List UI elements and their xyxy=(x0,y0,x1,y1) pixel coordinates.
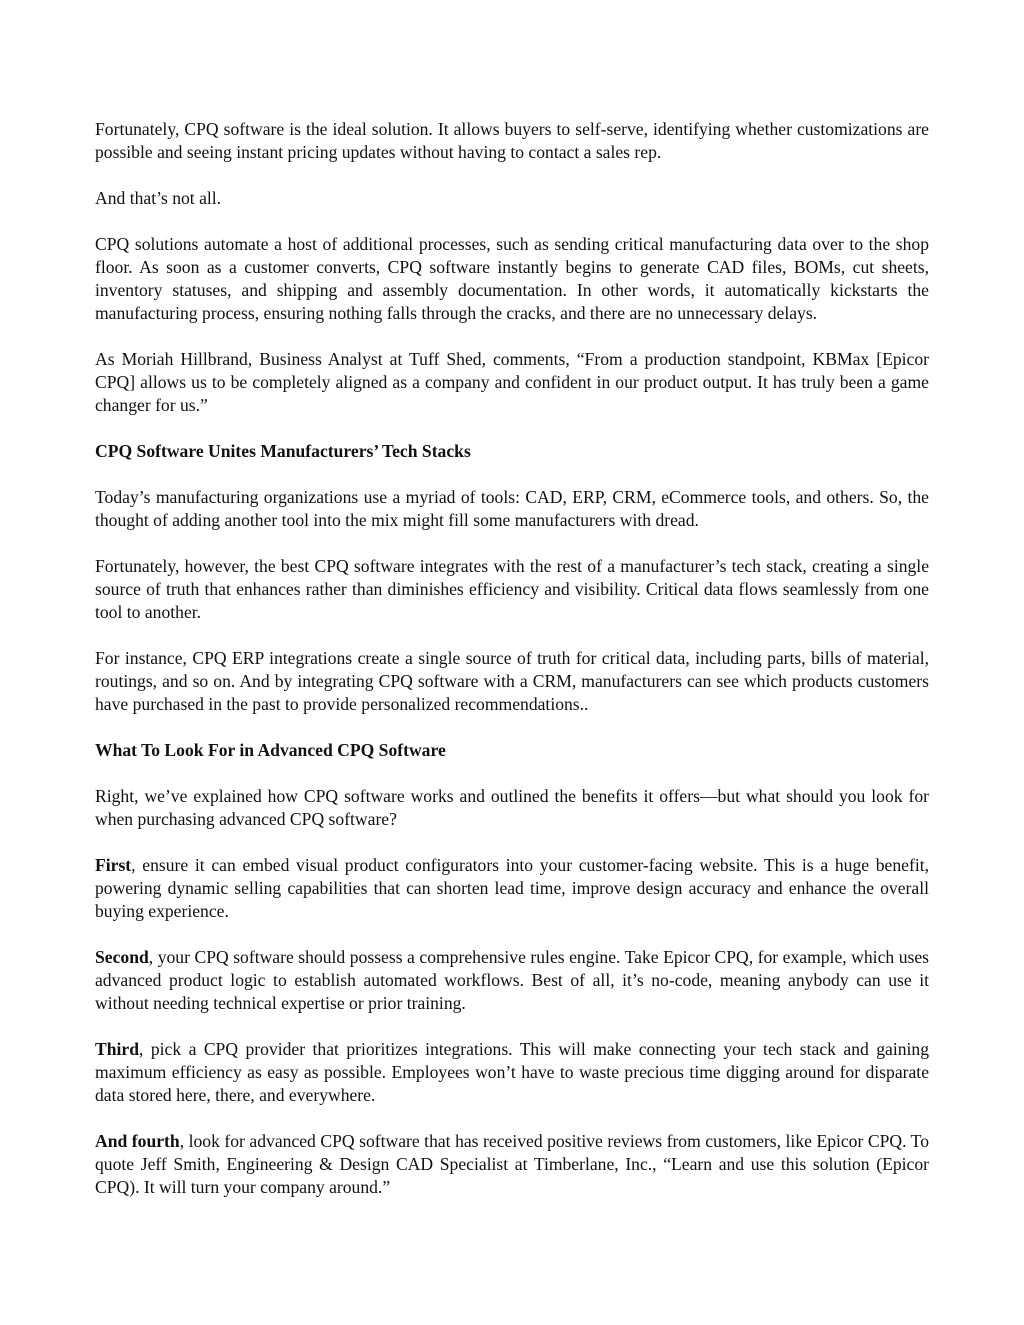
paragraph-automation: CPQ solutions automate a host of additional processes, such as sending critical manufacturing data over to the shop floor. As soon as a customer converts, CPQ software instantly begins to generate CAD files, BOMs, cut sheets, inventory statuses, and shipping and assembly documentation. In other words, it automatically kickstarts the manufacturing process, ensuring nothing falls through the cracks, and there are no unnecessary delays. xyxy=(95,234,929,323)
paragraph-not-all: And that’s not all. xyxy=(95,188,222,208)
document-page xyxy=(95,118,929,1222)
lead-second: Second xyxy=(95,947,149,967)
section-heading-tech-stacks: CPQ Software Unites Manufacturers’ Tech Stacks xyxy=(95,441,471,461)
paragraph-explained-benefits: Right, we’ve explained how CPQ software works and outlined the benefits it offers—but what should you look for when purchasing advanced CPQ software? xyxy=(95,786,929,829)
paragraph-tuff-shed-quote: As Moriah Hillbrand, Business Analyst at Tuff Shed, comments, “From a production standpoint, KBMax [Epicor CPQ] allows us to be completely aligned as a company and confident in our product output. It has truly been a game changer for us.” xyxy=(95,349,929,415)
lead-first: First xyxy=(95,855,132,875)
paragraph-myriad-tools: Today’s manufacturing organizations use a myriad of tools: CAD, ERP, CRM, eCommerce tools, and others. So, the thought of adding another tool into the mix might fill some manufacturers with dread. xyxy=(95,487,929,530)
lead-fourth: And fourth xyxy=(95,1131,180,1151)
paragraph-erp-crm-integrations: For instance, CPQ ERP integrations create a single source of truth for critical data, including parts, bills of material, routings, and so on. And by integrating CPQ software with a CRM, manufacturers can see which products customers have purchased in the past to provide personalized recommendations.. xyxy=(95,648,929,714)
paragraph-third-point xyxy=(95,1038,929,1107)
paragraph-single-source-of-truth: Fortunately, however, the best CPQ software integrates with the rest of a manufacturer’s tech stack, creating a single source of truth that enhances rather than diminishes efficiency and visibility. Critical data flows seamlessly from one tool to another. xyxy=(95,556,929,622)
text-second: , your CPQ software should possess a comprehensive rules engine. Take Epicor CPQ, for example, which uses advanced product logic to establish automated workflows. Best of all, it’s no-code, meaning anybody can use it without needing technical expertise or prior training. xyxy=(95,947,929,1013)
paragraph-cpq-ideal-solution: Fortunately, CPQ software is the ideal solution. It allows buyers to self-serve, identifying whether customizations are possible and seeing instant pricing updates without having to contact a sales rep. xyxy=(95,119,929,162)
section-heading-what-to-look-for: What To Look For in Advanced CPQ Software xyxy=(95,740,446,760)
lead-third: Third xyxy=(95,1039,140,1059)
text-fourth: , look for advanced CPQ software that has received positive reviews from customers, like Epicor CPQ. To quote Jeff Smith, Engineering & Design CAD Specialist at Timberlane, Inc., “Learn and use this solution (Epicor CPQ). It will turn your company around.” xyxy=(95,1131,929,1197)
paragraph-fourth-point xyxy=(95,1130,929,1199)
paragraph-second-point xyxy=(95,946,929,1015)
text-third: , pick a CPQ provider that prioritizes integrations. This will make connecting your tech stack and gaining maximum efficiency as easy as possible. Employees won’t have to waste precious time digging around for disparate data stored here, there, and everywhere. xyxy=(95,1039,929,1105)
paragraph-first-point xyxy=(95,854,929,923)
text-first: , ensure it can embed visual product configurators into your customer-facing website. This is a huge benefit, powering dynamic selling capabilities that can shorten lead time, improve design accuracy and enhance the overall buying experience. xyxy=(95,855,929,921)
